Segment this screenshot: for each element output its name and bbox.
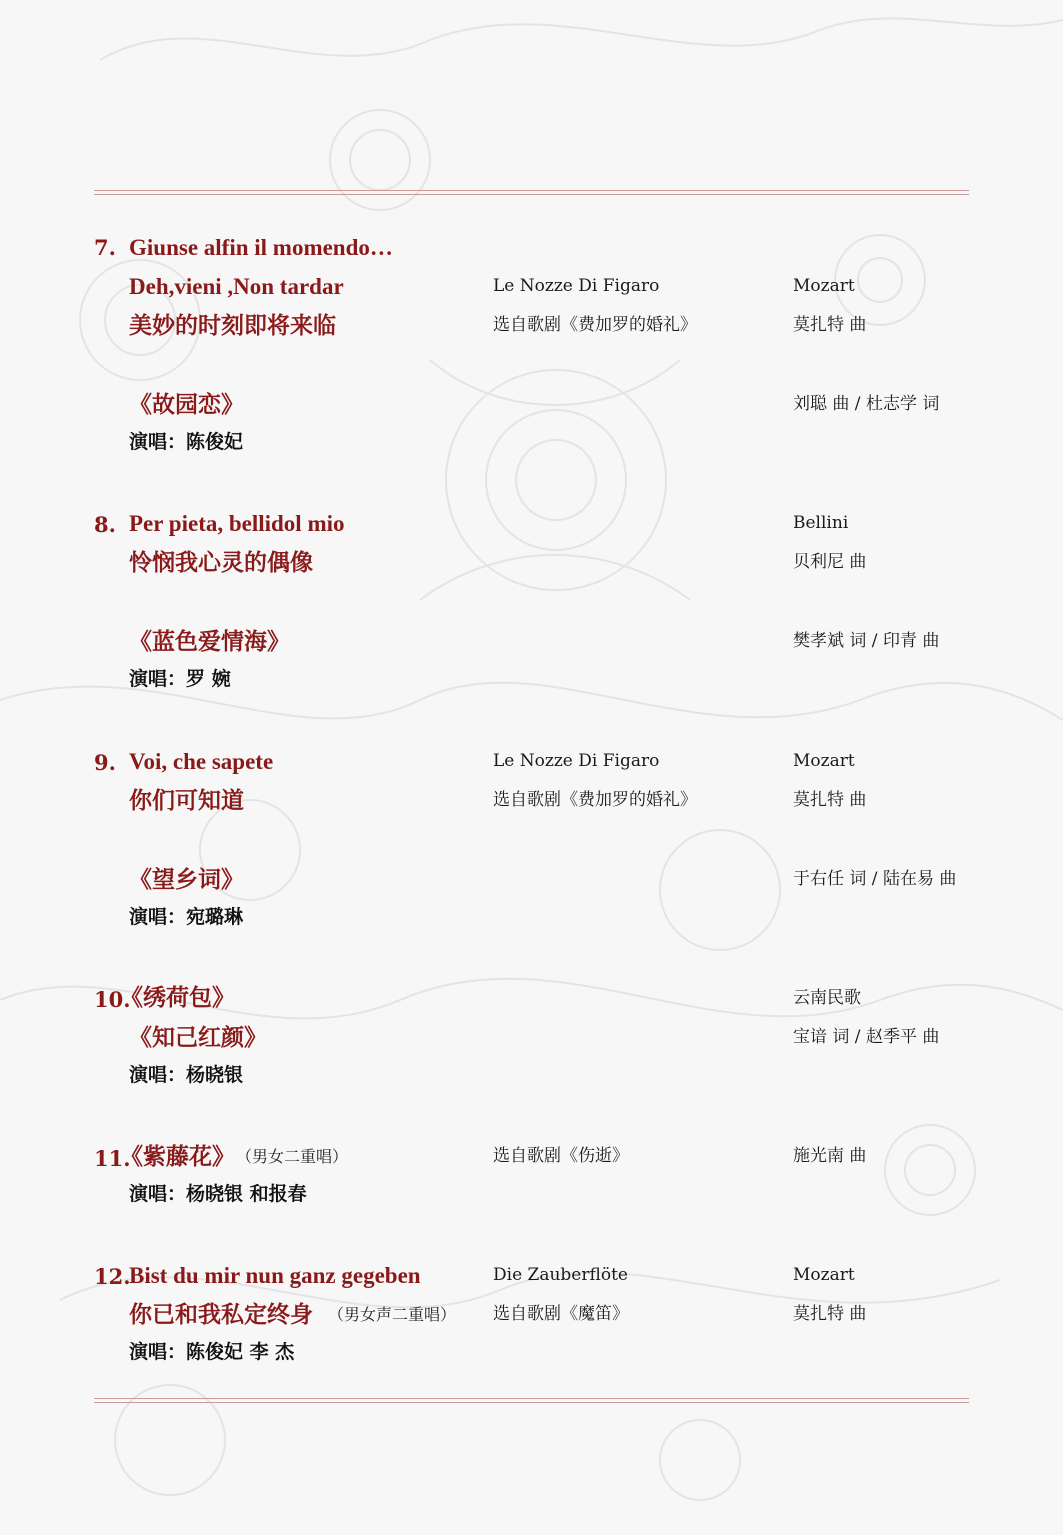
song-title: 《望乡词》 [129, 866, 244, 893]
opera-name-cn: 选自歌剧《伤逝》 [493, 1146, 629, 1166]
song-credit: 云南民歌 [793, 988, 861, 1008]
aria-title-it: Giunse alfin il momendo… [129, 235, 393, 260]
aria-title-cn: 怜悯我心灵的偶像 [129, 549, 313, 576]
singer: 演唱：杨晓银 和报春 [129, 1183, 307, 1205]
opera-name-cn: 选自歌剧《费加罗的婚礼》 [493, 790, 697, 810]
aria-title-it: Deh,vieni ,Non tardar [129, 274, 344, 299]
opera-name-cn: 选自歌剧《费加罗的婚礼》 [493, 315, 697, 335]
composer-cn: 莫扎特 曲 [793, 790, 867, 810]
song-credit: 宝谙 词 / 赵季平 曲 [793, 1027, 940, 1047]
song-title: 《故园恋》 [129, 391, 244, 418]
composer-en: Mozart [793, 751, 855, 771]
song-title: 《知己红颜》 [129, 1024, 267, 1051]
singer: 演唱：陈俊妃 李 杰 [129, 1341, 295, 1363]
composer-en: Bellini [793, 513, 849, 533]
performance-note: （男女声二重唱） [328, 1305, 457, 1324]
item-number: 12. [94, 1264, 131, 1289]
aria-title-cn: 你们可知道 [129, 787, 244, 814]
bottom-divider [94, 1398, 969, 1403]
aria-title-cn: 你已和我私定终身 [129, 1301, 313, 1328]
composer-en: Mozart [793, 276, 855, 296]
performance-note: （男女二重唱） [236, 1147, 349, 1166]
singer: 演唱：罗 婉 [129, 668, 231, 690]
aria-title-cn: 美妙的时刻即将来临 [129, 312, 336, 339]
item-number: 11. [94, 1146, 131, 1171]
singer: 演唱：杨晓银 [129, 1064, 244, 1086]
song-credit: 樊孝斌 词 / 印青 曲 [793, 631, 940, 651]
item-number: 9. [94, 750, 116, 775]
composer-en: Mozart [793, 1265, 855, 1285]
song-title: 《绣荷包》 [120, 984, 235, 1011]
composer-cn: 施光南 曲 [793, 1146, 867, 1166]
opera-name-cn: 选自歌剧《魔笛》 [493, 1304, 629, 1324]
singer: 演唱：陈俊妃 [129, 431, 244, 453]
composer-cn: 贝利尼 曲 [793, 552, 867, 572]
song-credit: 于右任 词 / 陆在易 曲 [793, 869, 957, 889]
item-number: 7. [94, 235, 116, 260]
composer-cn: 莫扎特 曲 [793, 315, 867, 335]
song-title: 《蓝色爱情海》 [129, 628, 290, 655]
opera-name-en: Die Zauberflöte [493, 1265, 628, 1285]
aria-title-de: Bist du mir nun ganz gegeben [129, 1263, 421, 1288]
item-number: 10. [94, 987, 131, 1012]
song-title: 《紫藤花》 [120, 1143, 235, 1170]
opera-name-en: Le Nozze Di Figaro [493, 276, 660, 296]
composer-cn: 莫扎特 曲 [793, 1304, 867, 1324]
aria-title-it: Per pieta, bellidol mio [129, 511, 345, 536]
song-credit: 刘聪 曲 / 杜志学 词 [793, 394, 940, 414]
aria-title-it: Voi, che sapete [129, 749, 274, 774]
item-number: 8. [94, 512, 116, 537]
singer: 演唱：宛璐琳 [129, 906, 244, 928]
top-divider [94, 190, 969, 195]
opera-name-en: Le Nozze Di Figaro [493, 751, 660, 771]
